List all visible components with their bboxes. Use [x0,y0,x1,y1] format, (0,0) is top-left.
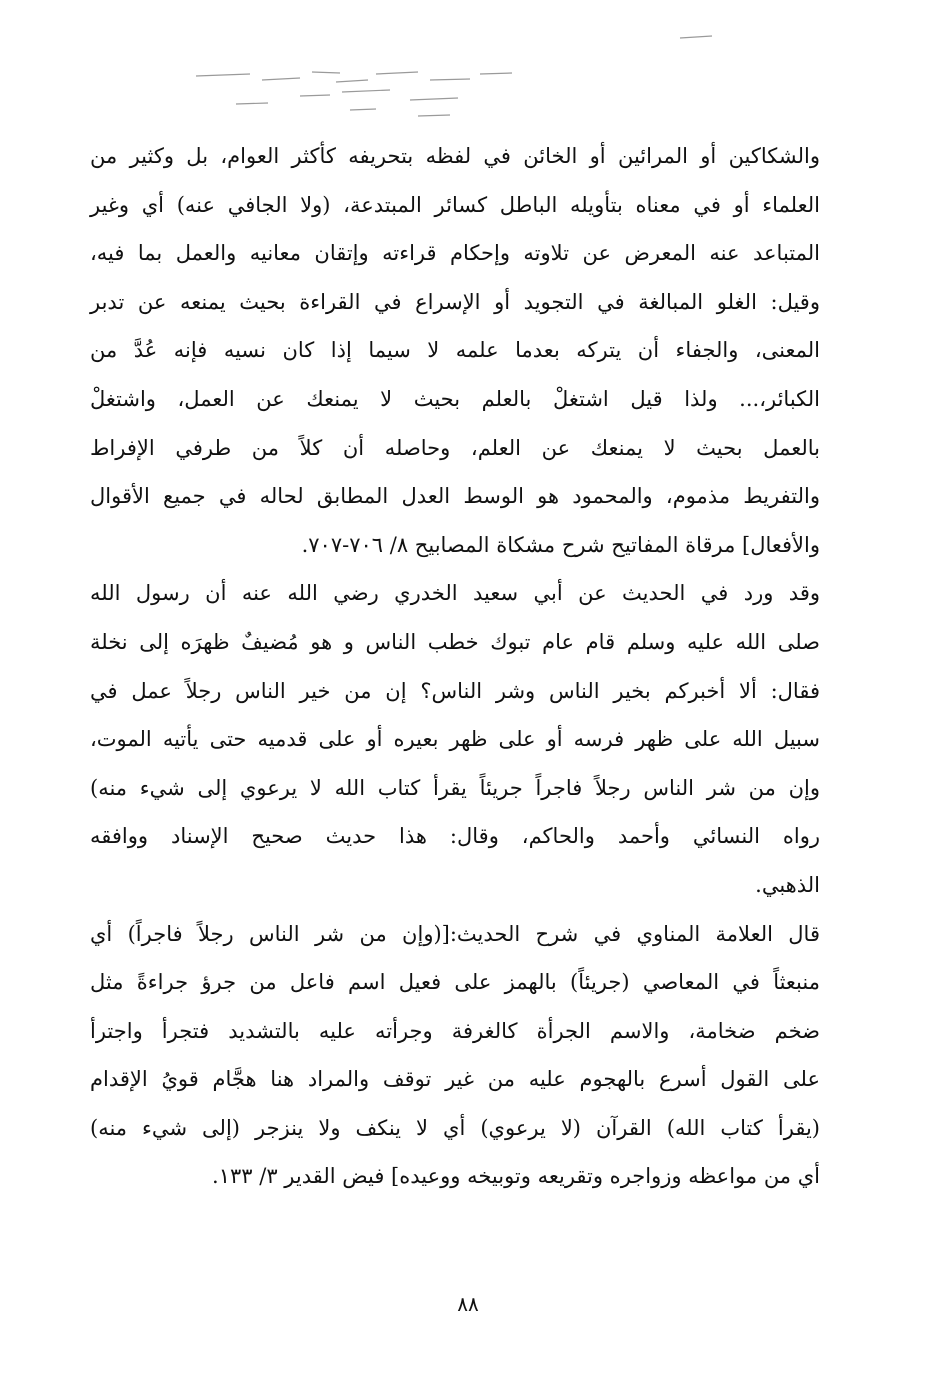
text-line: وقد ورد في الحديث عن أبي سعيد الخدري رضي الله عنه أن رسول الله [90,581,820,606]
text-line: والشكاكين أو المرائين أو الخائن في لفظه بتحريفه كأكثر العوام، بل وكثير من [90,144,820,168]
paragraph [90,569,820,909]
text-line: والتفريط مذموم، والمحمود هو الوسط العدل المطابق لحاله في جميع الأقوال [90,484,820,509]
page-body-text [90,132,820,1201]
text-line: الكبائر،... ولذا قيل اشتغلْ بالعلم بحيث لا يمنعك عن العمل، واشتغلْ [90,386,820,411]
page-number: ٨٨ [457,1292,479,1316]
text-line: المعنى، والجفاء أن يتركه بعدما علمه لا سيما إذا كان نسيه فإنه عُدَّ من [90,338,820,363]
text-line: سبيل الله على ظهر فرسه أو على ظهر بعيره أو على قدميه حتى يأتيه الموت، [90,727,820,752]
scan-artifact-marks [0,0,937,140]
text-line: صلى الله عليه وسلم قام عام تبوك خطب الناس و هو مُضيفٌ ظهرَه إلى نخلة [90,629,820,654]
text-line: فقال: ألا أخبركم بخير الناس وشر الناس؟ إن من خير الناس رجلاً عمل في [90,678,820,703]
text-line: وإن من شر الناس رجلاً فاجراً جريئاً يقرأ كتاب الله لا يرعوي إلى شيء منه) [90,775,820,800]
text-line: قال العلامة المناوي في شرح الحديث:[(وإن من شر الناس رجلاً فاجراً) أي [90,921,820,946]
text-line: رواه النسائي وأحمد والحاكم، وقال: هذا حديث صحيح الإسناد ووافقه [90,824,820,849]
text-line: وقيل: الغلو المبالغة في التجويد أو الإسراع في القراءة بحيث يمنعه عن تدبر [90,289,820,314]
text-line: أي من مواعظه وزواجره وتقريعه وتوبيخه ووعيده] فيض القدير ٣/ ١٣٣. [212,1164,820,1189]
text-line: منبعثاً في المعاصي (جريئاً) بالهمز على فعيل اسم فاعل من جرؤ جراءةً مثل [90,970,820,995]
text-line: والأفعال] مرقاة المفاتيح شرح مشكاة المصابيح ٨/ ٧٠٦-٧٠٧. [301,532,820,557]
text-line: بالعمل بحيث لا يمنعك عن العلم، وحاصله أن كلاً من طرفي الإفراط [90,435,820,460]
text-line: على القول أسرع بالهجوم عليه من غير توقف والمراد هنا هجَّام قويُ الإقدام [90,1067,820,1092]
text-line: ضخم ضخامة، والاسم الجرأة كالغرفة وجرأته عليه بالتشديد فتجرأ واجترأ [90,1018,820,1043]
paragraph [90,132,820,569]
paragraph [90,910,820,1202]
text-line: الذهبي. [755,872,820,897]
text-line: العلماء أو في معناه بتأويله الباطل كسائر المبتدعة، (ولا الجافي عنه) أي وغير [90,192,820,217]
text-line: المتباعد عنه المعرض عن تلاوته وإحكام قراءته وإتقان معانيه والعمل بما فيه، [90,241,820,266]
text-line: (يقرأ كتاب الله) القرآن (لا يرعوي) أي لا ينكف ولا ينزجر (إلى شيء منه) [90,1115,821,1140]
